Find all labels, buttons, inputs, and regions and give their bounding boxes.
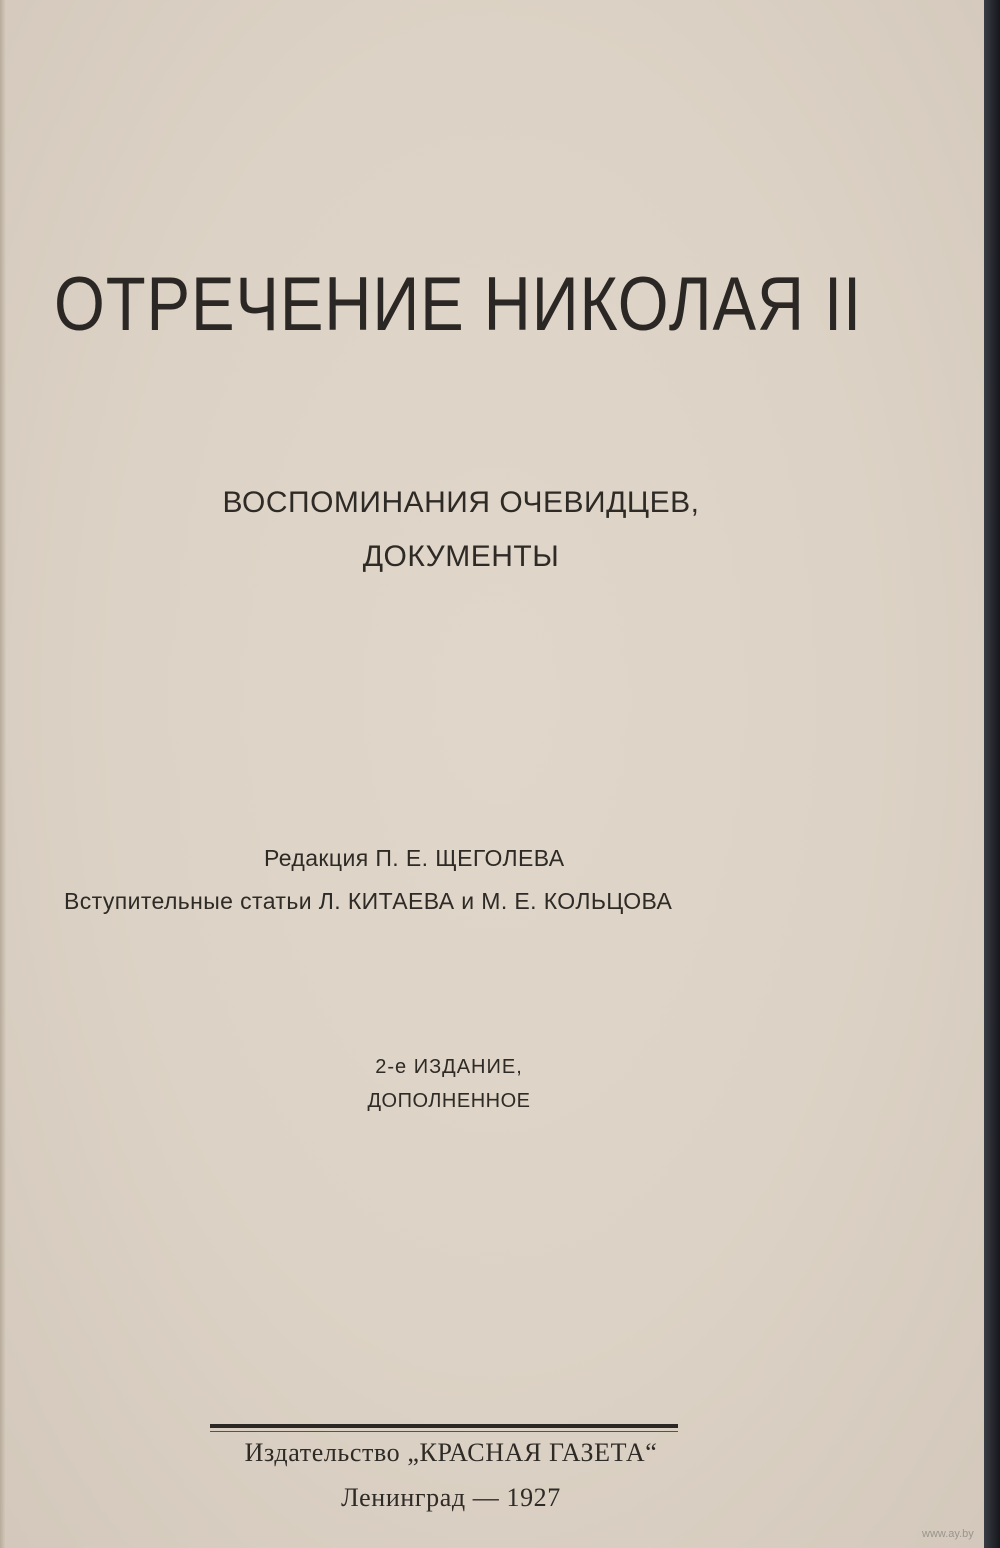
- title-page: [6, 0, 984, 1548]
- publisher-place-year: Ленинград — 1927: [341, 1483, 561, 1512]
- edition-number: 2-е ИЗДАНИЕ,: [375, 1056, 523, 1078]
- site-watermark: www.ay.by: [922, 1528, 974, 1540]
- edition-note: ДОПОЛНЕННОЕ: [367, 1090, 531, 1112]
- publisher-rule: [210, 1424, 678, 1428]
- book-title: ОТРЕЧЕНИЕ НИКОЛАЯ II: [54, 262, 863, 347]
- intro-credit: Вступительные статьи Л. КИТАЕВА и М. Е. КОЛЬЦОВА: [64, 888, 673, 914]
- publisher-rule-thin: [210, 1431, 678, 1432]
- publisher-name: Издательство „КРАСНАЯ ГАЗЕТА“: [244, 1438, 658, 1467]
- book-cover-edge: [984, 0, 1000, 1548]
- subtitle-line-1: ВОСПОМИНАНИЯ ОЧЕВИДЦЕВ,: [222, 486, 700, 519]
- editor-credit: Редакция П. Е. ЩЕГОЛЕВА: [264, 845, 565, 871]
- subtitle-line-2: ДОКУМЕНТЫ: [362, 540, 560, 573]
